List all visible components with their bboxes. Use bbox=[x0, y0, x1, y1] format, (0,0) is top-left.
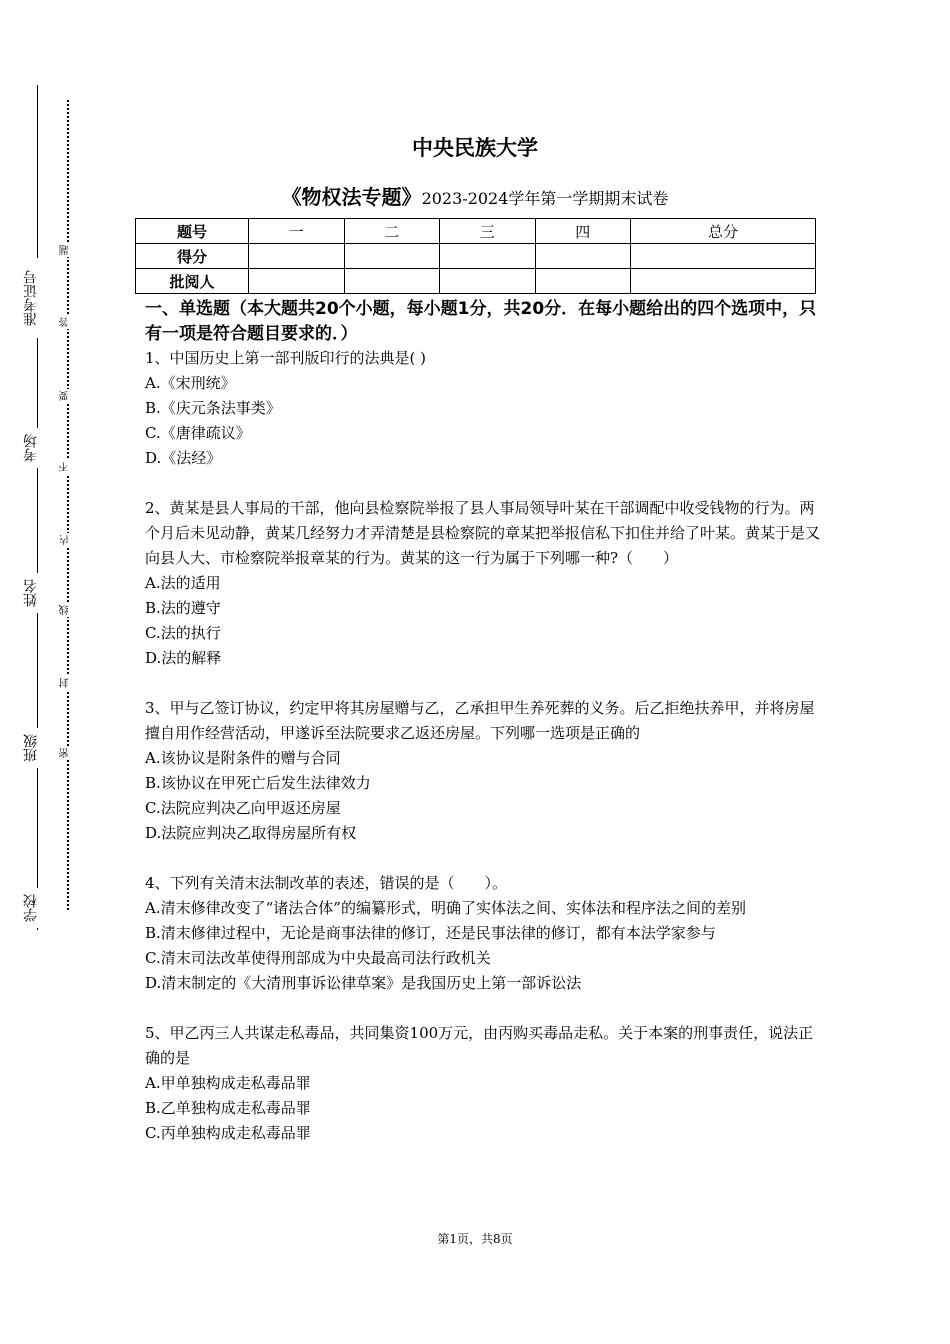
score-table-row bbox=[136, 269, 816, 294]
question bbox=[145, 871, 820, 996]
score-table-header: 二 bbox=[344, 219, 440, 244]
question-option: C.法院应判决乙向甲返还房屋 bbox=[145, 799, 341, 817]
university-title: 中央民族大学 bbox=[412, 136, 538, 160]
question bbox=[145, 496, 820, 671]
grader-cell[interactable] bbox=[249, 269, 345, 294]
score-cell[interactable] bbox=[249, 244, 345, 269]
exam-title bbox=[0, 181, 950, 210]
score-table bbox=[135, 218, 816, 294]
grader-cell[interactable] bbox=[344, 269, 440, 294]
score-cell[interactable] bbox=[631, 244, 816, 269]
course-name: 《物权法专题》 bbox=[281, 185, 422, 209]
question bbox=[145, 346, 820, 471]
binding-dotted-line bbox=[67, 100, 69, 910]
score-cell[interactable] bbox=[535, 244, 631, 269]
page-footer: 第1页，共8页 bbox=[437, 1232, 513, 1246]
margin-note: 线 bbox=[60, 603, 74, 617]
question-option: B.该协议在甲死亡后发生法律效力 bbox=[145, 774, 371, 792]
grader-cell[interactable] bbox=[440, 269, 536, 294]
question-option: A.清末修律改变了“诸法合体”的编纂形式，明确了实体法之间、实体法和程序法之间的差别 bbox=[145, 899, 746, 917]
question-option: B.乙单独构成走私毒品罪 bbox=[145, 1099, 311, 1117]
score-table-header: 三 bbox=[440, 219, 536, 244]
question-option: B.《庆元条法事类》 bbox=[145, 399, 281, 417]
score-table-header: 四 bbox=[535, 219, 631, 244]
margin-note: 题 bbox=[60, 243, 74, 257]
margin-field-school: 学校 bbox=[22, 888, 42, 928]
question-stem: 4、下列有关清末法制改革的表述，错误的是（ ）。 bbox=[145, 874, 508, 892]
question-option: D.法院应判决乙取得房屋所有权 bbox=[145, 824, 357, 842]
question-option: A.《宋刑统》 bbox=[145, 374, 236, 392]
question-option: C.丙单独构成走私毒品罪 bbox=[145, 1124, 311, 1142]
question-option: B.清末修律过程中，无论是商事法律的修订，还是民事法律的修订，都有本法学家参与 bbox=[145, 924, 716, 942]
score-table-header: 一 bbox=[249, 219, 345, 244]
score-row-label: 批阅人 bbox=[136, 269, 249, 294]
margin-note: 密 bbox=[60, 746, 74, 760]
score-table-header-row bbox=[136, 219, 816, 244]
margin-note: 封 bbox=[60, 676, 74, 690]
grader-cell[interactable] bbox=[535, 269, 631, 294]
question-stem: 3、甲与乙签订协议，约定甲将其房屋赠与乙，乙承担甲生养死葬的义务。后乙拒绝扶养甲，并将房屋擅自用作经营活动，甲遂诉至法院要求乙返还房屋。下列哪一选项是正确的 bbox=[145, 699, 815, 742]
margin-field-class: 班级 bbox=[22, 728, 42, 768]
margin-field-name: 姓名 bbox=[22, 573, 42, 613]
question-option: C.清末司法改革使得刑部成为中央最高司法行政机关 bbox=[145, 949, 491, 967]
question-option: D.清末制定的《大清刑事诉讼律草案》是我国历史上第一部诉讼法 bbox=[145, 974, 582, 992]
score-cell[interactable] bbox=[440, 244, 536, 269]
question-option: A.甲单独构成走私毒品罪 bbox=[145, 1074, 311, 1092]
score-table-header: 总分 bbox=[631, 219, 816, 244]
margin-note: 不 bbox=[60, 460, 74, 474]
question-stem: 2、黄某是县人事局的干部，他向县检察院举报了县人事局领导叶某在干部调配中收受钱物的行为。两个月后未见动静，黄某几经努力才弄清楚是县检察院的章某把举报信私下扣住并给了叶某。黄某于是又向县人大、市检察院举报章某的行为。黄某的这一行为属于下列哪一种?（ ） bbox=[145, 499, 821, 567]
score-table-row bbox=[136, 244, 816, 269]
binding-solid-line bbox=[37, 85, 38, 930]
score-row-label: 得分 bbox=[136, 244, 249, 269]
question-option: C.法的执行 bbox=[145, 624, 221, 642]
margin-note: 内 bbox=[60, 533, 74, 547]
score-table-header: 题号 bbox=[136, 219, 249, 244]
score-cell[interactable] bbox=[344, 244, 440, 269]
exam-term: 2023-2024学年第一学期期末试卷 bbox=[421, 189, 669, 208]
question-stem: 5、甲乙丙三人共谋走私毒品，共同集资100万元，由丙购买毒品走私。关于本案的刑事责任，说法正确的是 bbox=[145, 1024, 814, 1067]
question-option: D.法的解释 bbox=[145, 649, 222, 667]
margin-note: 答 bbox=[60, 315, 74, 329]
question bbox=[145, 696, 820, 846]
question bbox=[145, 1021, 820, 1146]
question-option: A.该协议是附条件的赠与合同 bbox=[145, 749, 341, 767]
question-stem: 1、中国历史上第一部刊版印行的法典是( ) bbox=[145, 349, 427, 367]
question-list bbox=[145, 346, 820, 1171]
section-heading: 一、单选题（本大题共20个小题，每小题1分，共20分．在每小题给出的四个选项中，只有一项是符合题目要求的．） bbox=[145, 299, 817, 344]
question-option: B.法的遵守 bbox=[145, 599, 221, 617]
question-option: D.《法经》 bbox=[145, 449, 222, 467]
grader-cell[interactable] bbox=[631, 269, 816, 294]
question-option: A.法的适用 bbox=[145, 574, 221, 592]
question-option: C.《唐律疏议》 bbox=[145, 424, 251, 442]
margin-field-exam-room: 考场 bbox=[22, 428, 42, 468]
margin-field-exam-number: 准考证号 bbox=[22, 258, 42, 338]
margin-note: 要 bbox=[60, 389, 74, 403]
